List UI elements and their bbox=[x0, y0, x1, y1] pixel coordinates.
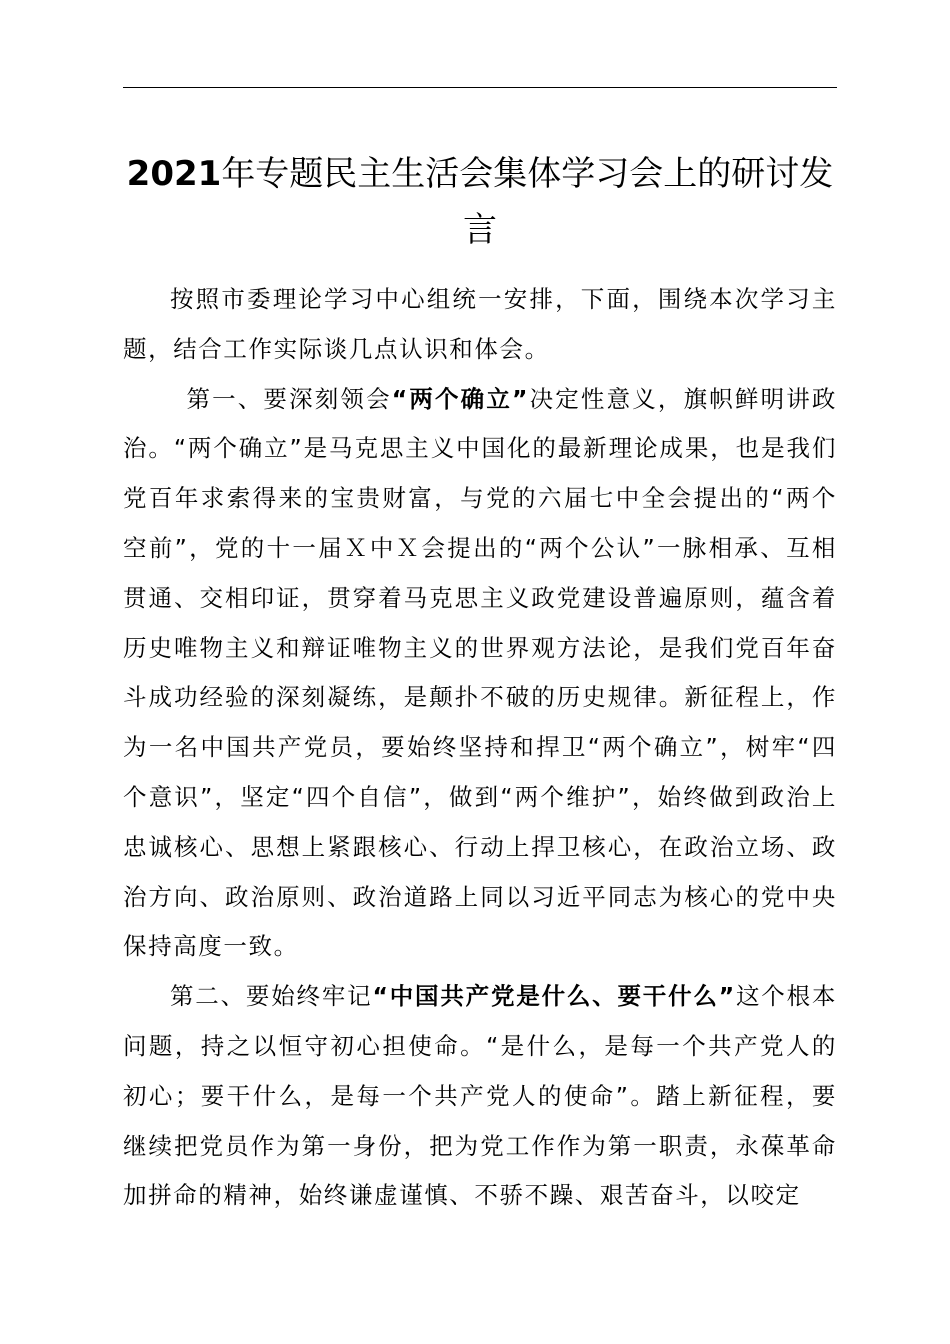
title-year: 2021 bbox=[126, 154, 222, 194]
section-one-paragraph bbox=[123, 375, 837, 973]
intro-paragraph: 按照市委理论学习中心组统一安排，下面，围绕本次学习主题，结合工作实际谈几点认识和体会。 bbox=[123, 285, 837, 363]
document-title bbox=[123, 146, 837, 258]
section-one-quote: “两个确立” bbox=[391, 384, 530, 413]
header-rule bbox=[123, 87, 837, 88]
section-two-lead: 第二、要始终牢记 bbox=[170, 982, 373, 1011]
section-two-paragraph bbox=[123, 972, 837, 1221]
section-two-quote: “中国共产党是什么、要干什么” bbox=[372, 982, 736, 1011]
title-text: 年专题民主生活会集体学习会上的研讨发言 bbox=[221, 154, 834, 250]
document-body bbox=[123, 275, 837, 1221]
section-two-body: 这个根本问题，持之以恒守初心担使命。“是什么，是每一个共产党人的初心；要干什么，是每一个共产党人的使命”。踏上新征程，要继续把党员作为第一身份，把为党工作作为第一职责，永葆革命加拼命的精神，始终谦虚谨慎、不骄不躁、艰苦奋斗，以咬定 bbox=[123, 982, 837, 1210]
section-one-lead: 第一、要深刻领会 bbox=[186, 384, 392, 413]
section-one-body: 决定性意义，旗帜鲜明讲政治。“两个确立”是马克思主义中国化的最新理论成果，也是我们党百年求索得来的宝贵财富，与党的六届七中全会提出的“两个空前”，党的十一届Ｘ中Ｘ会提出的“两个公认”一脉相承、互相贯通、交相印证，贯穿着马克思主义政党建设普遍原则，蕴含着历史唯物主义和辩证唯物主义的世界观方法论，是我们党百年奋斗成功经验的深刻凝练，是颠扑不破的历史规律。新征程上，作为一名中国共产党员，要始终坚持和捍卫“两个确立”，树牢“四个意识”，坚定“四个自信”，做到“两个维护”，始终做到政治上忠诚核心、思想上紧跟核心、行动上捍卫核心，在政治立场、政治方向、政治原则、政治道路上同以习近平同志为核心的党中央保持高度一致。 bbox=[123, 384, 837, 961]
